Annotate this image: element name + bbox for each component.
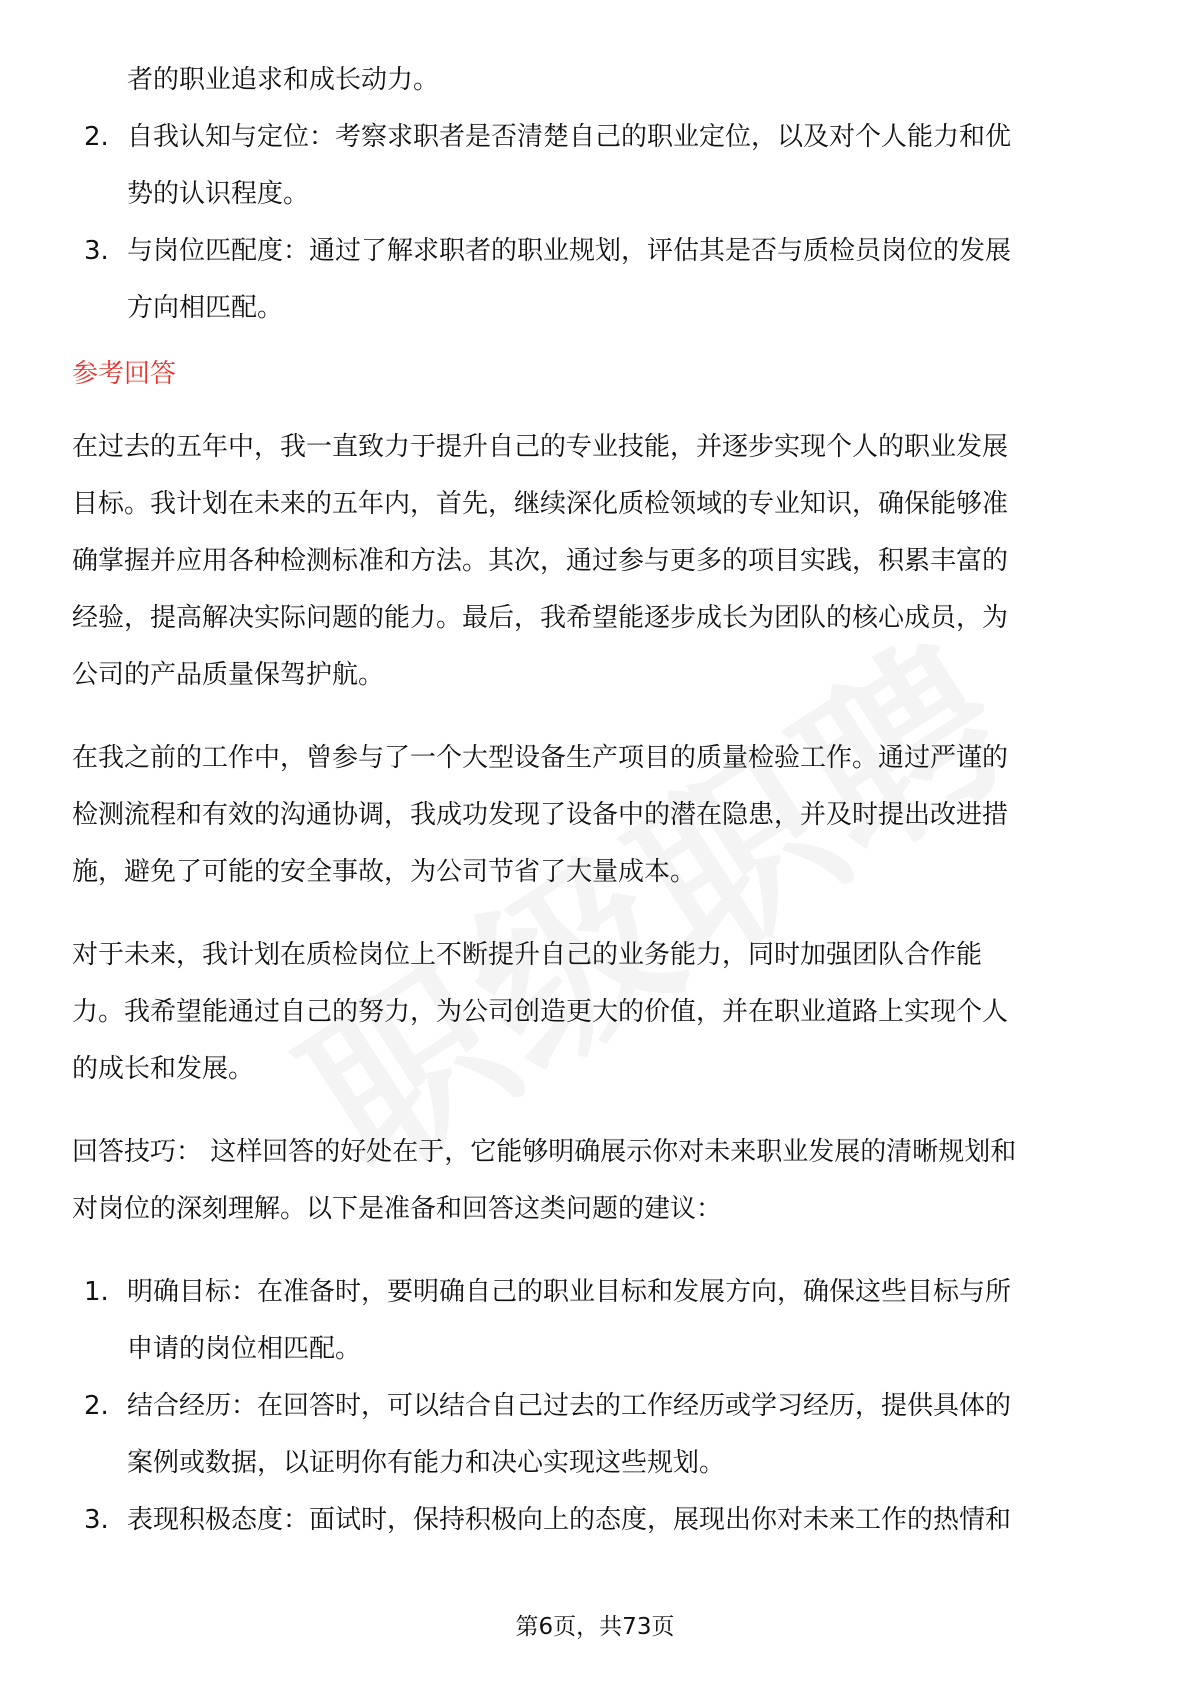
list-item: [72, 1378, 1122, 1492]
list-item-text: 案例或数据，以证明你有能力和决心实现这些规划。: [127, 1448, 726, 1478]
list-number: 3.: [84, 1505, 109, 1535]
section-heading: 参考回答: [72, 359, 177, 389]
page-content: [72, 52, 1122, 1549]
list-number: 1.: [84, 1277, 109, 1307]
list-item-text: 结合经历：在回答时，可以结合自己过去的工作经历或学习经历，提供具体的: [127, 1391, 1012, 1421]
list-item-text: 自我认知与定位：考察求职者是否清楚自己的职业定位，以及对个人能力和优: [127, 122, 1012, 152]
list-item-continuation: 者的职业追求和成长动力。: [127, 65, 440, 95]
list-item: [72, 1492, 1122, 1549]
tips-list: [72, 1264, 1122, 1549]
reference-paragraph: 对于未来，我计划在质检岗位上不断提升自己的业务能力，同时加强团队合作能 力。我希望能通过自己的努力，为公司创造更大的价值，并在职业道路上实现个人 的成长和发展。: [72, 940, 1009, 1084]
page-number: 第6页，共73页: [515, 1614, 675, 1640]
list-number: 3.: [84, 236, 109, 266]
list-item-text: 方向相匹配。: [127, 293, 284, 323]
reference-paragraph: 在我之前的工作中，曾参与了一个大型设备生产项目的质量检验工作。通过严谨的 检测流程和有效的沟通协调，我成功发现了设备中的潜在隐患，并及时提出改进措 施，避免了可能的安全事故，为公司节省了大量成本。: [72, 743, 1009, 887]
list-number: 2.: [84, 122, 109, 152]
list-item-text: 明确目标：在准备时，要明确自己的职业目标和发展方向，确保这些目标与所: [127, 1277, 1012, 1307]
reference-paragraph: 在过去的五年中，我一直致力于提升自己的专业技能，并逐步实现个人的职业发展 目标。我计划在未来的五年内，首先，继续深化质检领域的专业知识，确保能够准 确掌握并应用各种检测标准和方法。其次，通过参与更多的项目实践，积累丰富的 经验，提高解决实际问题的能力。最后，我希望能逐步成长为团队的核心成员，为 公司的产品质量保驾护航。: [72, 432, 1009, 690]
list-item-text: 势的认识程度。: [127, 179, 310, 209]
list-number: 2.: [84, 1391, 109, 1421]
list-item-text: 表现积极态度：面试时，保持积极向上的态度，展现出你对未来工作的热情和: [127, 1505, 1012, 1535]
list-item-text: 申请的岗位相匹配。: [127, 1334, 362, 1364]
list-item: [72, 109, 1122, 223]
list-item: [72, 223, 1122, 337]
tips-paragraph: 回答技巧： 这样回答的好处在于，它能够明确展示你对未来职业发展的清晰规划和 对岗位的深刻理解。以下是准备和回答这类问题的建议：: [72, 1137, 1017, 1224]
list-item-text: 与岗位匹配度：通过了解求职者的职业规划，评估其是否与质检员岗位的发展: [127, 236, 1012, 266]
intro-list: [72, 109, 1122, 337]
list-item: [72, 1264, 1122, 1378]
